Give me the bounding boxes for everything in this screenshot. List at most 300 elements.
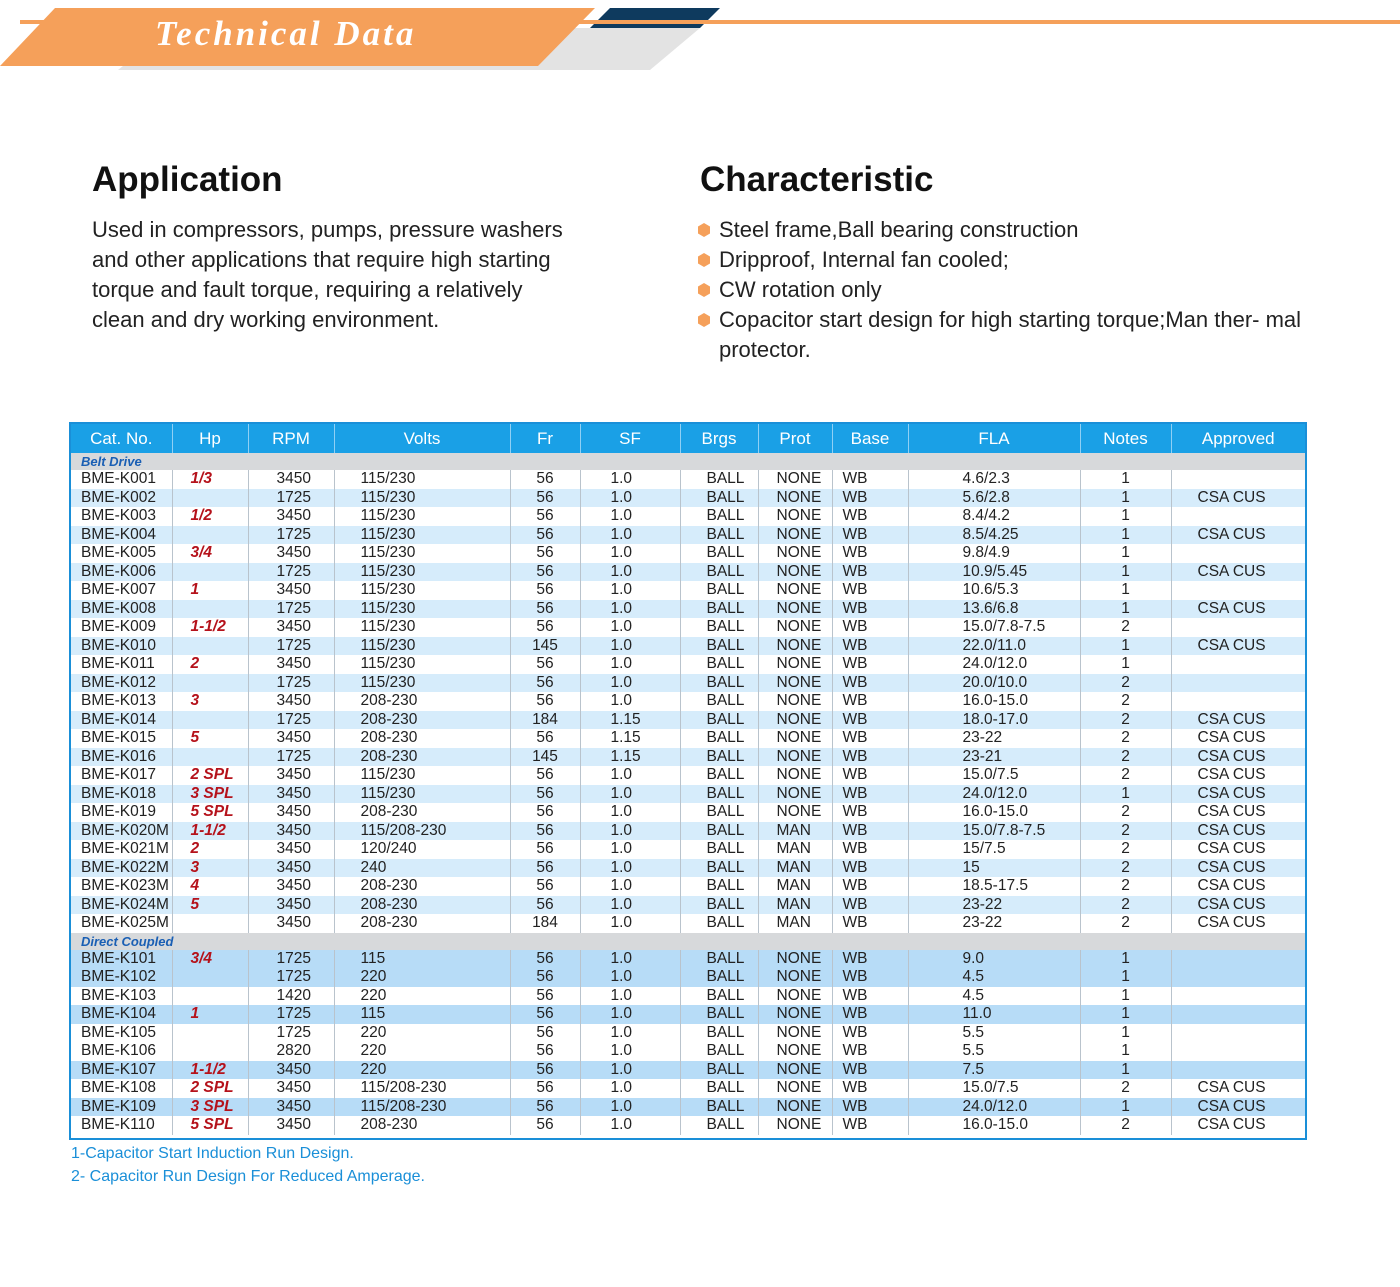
cell-sf: 1.0 [580,600,680,619]
table-row [71,840,1305,859]
cell-fla: 10.9/5.45 [908,563,1080,582]
cell-rpm: 2820 [248,1042,334,1061]
cell-volts: 208-230 [334,692,510,711]
cell-fla: 5.6/2.8 [908,489,1080,508]
hexagon-bullet-icon [697,223,711,237]
cell-rpm: 3450 [248,914,334,933]
cell-approved: CSA CUS [1197,914,1266,931]
table-row [71,470,1305,489]
cell-volts: 208-230 [334,711,510,730]
cell-fla: 22.0/11.0 [908,637,1080,656]
cell-fr: 184 [510,711,580,730]
cell-notes: 1 [1080,1005,1171,1024]
cell-fr: 56 [510,526,580,545]
cell-notes: 2 [1080,822,1171,841]
cell-notes: 1 [1080,987,1171,1006]
cell-cat-no: BME-K025M [71,914,172,933]
cell-hp: 2 [172,655,248,674]
page-title: Technical Data [155,14,417,53]
cell-hp [172,968,248,987]
cell-fr: 56 [510,581,580,600]
cell-fla: 15.0/7.5 [908,766,1080,785]
cell-prot: NONE [758,711,832,730]
cell-fla: 13.6/6.8 [908,600,1080,619]
cell-sf: 1.0 [580,840,680,859]
cell-cat-no: BME-K019 [71,803,172,822]
cell-brgs: BALL [680,600,758,619]
characteristic-heading: Characteristic [700,160,934,199]
cell-fla: 15.0/7.8-7.5 [908,822,1080,841]
cell-brgs: BALL [680,1079,758,1098]
cell-approved [1171,1042,1305,1061]
cell-approved: CSA CUS [1171,600,1305,619]
table-row [71,489,1305,508]
cell-prot: NONE [758,1116,832,1135]
cell-base: WB [832,859,908,878]
hexagon-bullet-icon [697,253,711,267]
cell-volts: 115/230 [334,563,510,582]
cell-hp [172,711,248,730]
cell-cat-no: BME-K021M [71,840,172,859]
cell-volts: 120/240 [334,840,510,859]
cell-notes: 2 [1080,618,1171,637]
cell-prot: NONE [758,581,832,600]
cell-hp: 3 SPL [172,1098,248,1117]
table-row [71,655,1305,674]
cell-prot: NONE [758,785,832,804]
cell-notes: 2 [1080,859,1171,878]
characteristic-item [697,245,1327,275]
cell-volts: 220 [334,1024,510,1043]
cell-prot: NONE [758,1005,832,1024]
cell-fr: 56 [510,896,580,915]
cell-notes: 2 [1080,803,1171,822]
cell-notes: 1 [1080,1042,1171,1061]
cell-cat-no: BME-K105 [71,1024,172,1043]
footnote-2: 2- Capacitor Run Design For Reduced Amperage. [71,1168,425,1185]
table-row [71,950,1305,969]
cell-fr: 56 [510,877,580,896]
cell-base: WB [832,563,908,582]
cell-cat-no: BME-K106 [71,1042,172,1061]
characteristic-list [697,215,1327,365]
table-header-row [71,424,1305,453]
cell-fr: 56 [510,1042,580,1061]
group-header-row [71,933,1305,950]
cell-volts: 208-230 [334,896,510,915]
cell-approved: CSA CUS [1197,1079,1266,1096]
cell-sf: 1.0 [580,877,680,896]
cell-hp [172,1042,248,1061]
cell-cat-no: BME-K015 [71,729,172,748]
cell-fla: 4.5 [908,987,1080,1006]
cell-notes: 1 [1080,470,1171,489]
cell-notes: 1 [1080,785,1171,804]
cell-volts: 208-230 [334,877,510,896]
cell-fla: 23-21 [908,748,1080,767]
cell-rpm: 3450 [248,507,334,526]
cell-volts: 115/208-230 [334,1079,510,1098]
cell-rpm: 1725 [248,637,334,656]
cell-prot: MAN [758,840,832,859]
cell-sf: 1.0 [580,822,680,841]
table-row [71,637,1305,656]
cell-notes: 2 [1080,1079,1171,1098]
hexagon-bullet-icon [697,313,711,327]
cell-base: WB [832,729,908,748]
cell-brgs: BALL [680,1116,758,1135]
cell-hp: 5 [172,729,248,748]
cell-prot: NONE [758,600,832,619]
cell-sf: 1.0 [580,581,680,600]
cell-brgs: BALL [680,1024,758,1043]
cell-fr: 56 [510,859,580,878]
cell-prot: NONE [758,489,832,508]
cell-rpm: 1725 [248,1024,334,1043]
cell-sf: 1.0 [580,766,680,785]
cell-cat-no: BME-K103 [71,987,172,1006]
cell-cat-no: BME-K017 [71,766,172,785]
cell-approved [1171,1024,1305,1043]
cell-brgs: BALL [680,950,758,969]
cell-volts: 115 [334,1005,510,1024]
cell-prot: NONE [758,1024,832,1043]
header-prot: Prot [758,424,832,453]
cell-sf: 1.15 [580,711,680,730]
cell-hp: 5 SPL [172,803,248,822]
table-row [71,1079,1305,1098]
cell-notes: 1 [1080,1061,1171,1080]
cell-rpm: 1725 [248,968,334,987]
cell-notes: 2 [1080,674,1171,693]
cell-brgs: BALL [680,526,758,545]
cell-fr: 56 [510,968,580,987]
cell-fla: 4.6/2.3 [908,470,1080,489]
cell-approved: CSA CUS [1171,711,1305,730]
cell-prot: NONE [758,766,832,785]
cell-volts: 220 [334,1042,510,1061]
cell-brgs: BALL [680,637,758,656]
cell-volts: 115/230 [334,600,510,619]
cell-prot: MAN [758,914,832,933]
cell-fr: 145 [510,748,580,767]
spec-table-container [69,422,1307,1140]
header-notes: Notes [1080,424,1171,453]
cell-base: WB [832,1061,908,1080]
cell-sf: 1.0 [580,1079,680,1098]
table-row [71,822,1305,841]
cell-notes: 1 [1080,637,1171,656]
cell-hp: 3/4 [172,544,248,563]
cell-fla: 16.0-15.0 [908,1116,1080,1135]
cell-sf: 1.0 [580,618,680,637]
table-row [71,1061,1305,1080]
header-rpm: RPM [248,424,334,453]
table-row [71,1024,1305,1043]
cell-hp [172,637,248,656]
cell-fla: 15.0/7.5 [908,1079,1080,1098]
cell-approved: CSA CUS [1171,748,1305,767]
cell-base: WB [832,896,908,915]
characteristic-item [697,305,1327,365]
cell-sf: 1.0 [580,470,680,489]
cell-fla: 24.0/12.0 [908,785,1080,804]
cell-volts: 208-230 [334,748,510,767]
cell-sf: 1.0 [580,1116,680,1135]
cell-volts: 115/230 [334,470,510,489]
cell-volts: 115/230 [334,581,510,600]
table-row [71,600,1305,619]
cell-cat-no: BME-K009 [71,618,172,637]
cell-volts: 115 [334,950,510,969]
application-heading: Application [92,160,283,199]
header-banner [0,0,1400,75]
cell-brgs: BALL [680,968,758,987]
cell-volts: 220 [334,968,510,987]
cell-volts: 220 [334,987,510,1006]
cell-hp: 3 [172,859,248,878]
cell-approved [1171,950,1305,969]
cell-fla: 23-22 [908,896,1080,915]
cell-fla: 24.0/12.0 [908,1098,1080,1117]
cell-prot: NONE [758,748,832,767]
cell-cat-no: BME-K003 [71,507,172,526]
cell-rpm: 1725 [248,600,334,619]
cell-rpm: 1725 [248,711,334,730]
cell-prot: NONE [758,1061,832,1080]
cell-rpm: 1725 [248,950,334,969]
cell-base: WB [832,766,908,785]
table-row [71,692,1305,711]
cell-cat-no: BME-K012 [71,674,172,693]
cell-fr: 184 [510,914,580,933]
cell-notes: 2 [1080,748,1171,767]
cell-rpm: 1725 [248,674,334,693]
cell-notes: 1 [1080,600,1171,619]
cell-rpm: 3450 [248,877,334,896]
cell-prot: NONE [758,618,832,637]
cell-approved [1171,692,1305,711]
cell-hp: 1-1/2 [172,1061,248,1080]
cell-prot: NONE [758,674,832,693]
cell-approved: CSA CUS [1197,803,1266,820]
cell-volts: 220 [334,1061,510,1080]
cell-sf: 1.0 [580,526,680,545]
cell-rpm: 3450 [248,544,334,563]
cell-brgs: BALL [680,729,758,748]
cell-fr: 56 [510,489,580,508]
cell-hp: 1 [172,581,248,600]
cell-notes: 1 [1080,950,1171,969]
cell-volts: 240 [334,859,510,878]
cell-approved [1171,987,1305,1006]
cell-rpm: 3450 [248,766,334,785]
cell-notes: 2 [1080,1116,1171,1135]
cell-prot: NONE [758,526,832,545]
table-row [71,859,1305,878]
cell-notes: 2 [1080,766,1171,785]
cell-fr: 56 [510,1061,580,1080]
cell-fla: 5.5 [908,1024,1080,1043]
cell-brgs: BALL [680,859,758,878]
cell-prot: NONE [758,470,832,489]
cell-sf: 1.0 [580,692,680,711]
cell-hp: 2 SPL [172,1079,248,1098]
cell-sf: 1.0 [580,507,680,526]
cell-hp: 1/2 [172,507,248,526]
cell-approved: CSA CUS [1171,896,1305,915]
cell-volts: 115/230 [334,655,510,674]
cell-base: WB [832,1116,908,1135]
characteristic-item-text: Copacitor start design for high starting torque;Man ther- mal protector. [719,307,1302,362]
cell-fla: 7.5 [908,1061,1080,1080]
footnote-1: 1-Capacitor Start Induction Run Design. [71,1145,354,1162]
cell-prot: NONE [758,987,832,1006]
cell-sf: 1.0 [580,968,680,987]
cell-rpm: 3450 [248,840,334,859]
cell-approved: CSA CUS [1197,1116,1266,1133]
cell-cat-no: BME-K014 [71,711,172,730]
cell-brgs: BALL [680,840,758,859]
cell-prot: NONE [758,563,832,582]
table-row [71,914,1305,933]
cell-approved: CSA CUS [1171,489,1305,508]
cell-brgs: BALL [680,507,758,526]
cell-fr: 56 [510,840,580,859]
cell-brgs: BALL [680,803,758,822]
group-label: Direct Coupled [71,933,1305,950]
cell-prot: NONE [758,507,832,526]
cell-approved: CSA CUS [1197,766,1266,783]
cell-base: WB [832,1005,908,1024]
cell-fla: 10.6/5.3 [908,581,1080,600]
cell-rpm: 3450 [248,859,334,878]
cell-hp [172,987,248,1006]
cell-rpm: 1725 [248,526,334,545]
cell-fla: 8.4/4.2 [908,507,1080,526]
cell-approved [1171,544,1305,563]
cell-prot: MAN [758,822,832,841]
cell-rpm: 3450 [248,822,334,841]
cell-cat-no: BME-K109 [71,1098,172,1117]
cell-rpm: 3450 [248,896,334,915]
hexagon-bullet-icon [697,283,711,297]
cell-hp: 3/4 [172,950,248,969]
spec-table [71,424,1305,1135]
cell-fla: 8.5/4.25 [908,526,1080,545]
cell-base: WB [832,968,908,987]
cell-volts: 208-230 [334,1116,510,1135]
cell-volts: 208-230 [334,803,510,822]
cell-cat-no: BME-K101 [71,950,172,969]
cell-brgs: BALL [680,766,758,785]
cell-brgs: BALL [680,748,758,767]
cell-sf: 1.0 [580,1024,680,1043]
cell-approved [1171,470,1305,489]
cell-brgs: BALL [680,618,758,637]
cell-hp [172,563,248,582]
header-hp: Hp [172,424,248,453]
cell-cat-no: BME-K008 [71,600,172,619]
cell-base: WB [832,822,908,841]
cell-fla: 23-22 [908,729,1080,748]
cell-cat-no: BME-K020M [71,822,172,841]
cell-approved: CSA CUS [1171,563,1305,582]
cell-prot: NONE [758,803,832,822]
cell-approved [1171,507,1305,526]
cell-fla: 24.0/12.0 [908,655,1080,674]
cell-hp: 5 SPL [172,1116,248,1135]
cell-approved: CSA CUS [1171,526,1305,545]
cell-rpm: 1725 [248,489,334,508]
group-header-row [71,453,1305,470]
cell-fla: 18.0-17.0 [908,711,1080,730]
table-row [71,563,1305,582]
cell-notes: 1 [1080,563,1171,582]
cell-cat-no: BME-K107 [71,1061,172,1080]
cell-fr: 56 [510,803,580,822]
cell-notes: 1 [1080,489,1171,508]
cell-fla: 9.0 [908,950,1080,969]
cell-base: WB [832,600,908,619]
cell-fr: 56 [510,1079,580,1098]
cell-cat-no: BME-K016 [71,748,172,767]
cell-approved [1171,655,1305,674]
cell-sf: 1.0 [580,1061,680,1080]
cell-fla: 15.0/7.8-7.5 [908,618,1080,637]
cell-base: WB [832,655,908,674]
cell-prot: NONE [758,1079,832,1098]
cell-brgs: BALL [680,896,758,915]
cell-base: WB [832,581,908,600]
cell-cat-no: BME-K004 [71,526,172,545]
cell-volts: 115/230 [334,766,510,785]
cell-base: WB [832,618,908,637]
cell-sf: 1.0 [580,563,680,582]
cell-base: WB [832,877,908,896]
cell-notes: 1 [1080,968,1171,987]
cell-cat-no: BME-K023M [71,877,172,896]
cell-prot: NONE [758,544,832,563]
cell-base: WB [832,470,908,489]
cell-fla: 4.5 [908,968,1080,987]
cell-hp: 3 [172,692,248,711]
cell-fr: 56 [510,655,580,674]
cell-fr: 56 [510,674,580,693]
cell-notes: 2 [1080,896,1171,915]
cell-brgs: BALL [680,1005,758,1024]
cell-volts: 208-230 [334,914,510,933]
cell-volts: 115/230 [334,526,510,545]
cell-brgs: BALL [680,674,758,693]
cell-fr: 56 [510,692,580,711]
cell-brgs: BALL [680,581,758,600]
header-brgs: Brgs [680,424,758,453]
cell-prot: NONE [758,950,832,969]
cell-volts: 115/230 [334,618,510,637]
cell-approved [1171,1061,1305,1080]
cell-notes: 1 [1080,507,1171,526]
cell-rpm: 3450 [248,1079,334,1098]
group-label: Belt Drive [71,453,1305,470]
cell-fr: 56 [510,544,580,563]
cell-brgs: BALL [680,470,758,489]
table-row [71,766,1305,785]
cell-fla: 5.5 [908,1042,1080,1061]
cell-rpm: 3450 [248,729,334,748]
cell-base: WB [832,526,908,545]
cell-rpm: 3450 [248,470,334,489]
